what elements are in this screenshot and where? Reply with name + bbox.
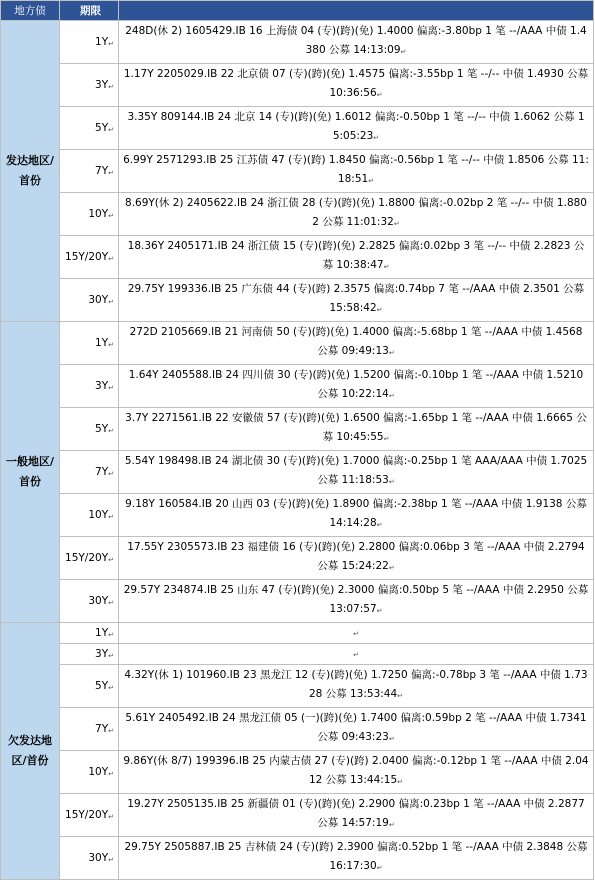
region-cell: 发达地区/首份 bbox=[1, 21, 60, 322]
line-end-mark: ↵ bbox=[108, 856, 114, 864]
region-cell: 一般地区/首份 bbox=[1, 322, 60, 623]
tenor-cell bbox=[60, 708, 119, 751]
tenor-label: 5Y bbox=[95, 680, 109, 692]
table-row bbox=[1, 322, 594, 365]
line-end-mark: ↵ bbox=[353, 630, 359, 638]
table-row bbox=[1, 794, 594, 837]
line-end-mark: ↵ bbox=[373, 134, 380, 142]
bond-detail-text: 4.32Y(休 1) 101960.IB 23 黑龙江 12 (专)(跨)(免) 1.7250 偏离:-0.78bp 3 笔 --/AAA 中债 1.7328 公募 13:53:44 bbox=[124, 669, 588, 700]
table-row bbox=[1, 751, 594, 794]
line-end-mark: ↵ bbox=[108, 556, 114, 564]
tenor-label: 7Y bbox=[95, 165, 109, 177]
bond-detail-cell bbox=[119, 665, 594, 708]
table-row bbox=[1, 837, 594, 880]
line-end-mark: ↵ bbox=[108, 212, 114, 220]
header-region: 地方债 bbox=[1, 1, 60, 21]
tenor-label: 15Y/20Y bbox=[65, 552, 109, 564]
tenor-cell bbox=[60, 408, 119, 451]
tenor-cell bbox=[60, 236, 119, 279]
line-end-mark: ↵ bbox=[388, 821, 395, 829]
tenor-label: 10Y bbox=[88, 766, 109, 778]
bond-detail-cell bbox=[119, 408, 594, 451]
tenor-label: 7Y bbox=[95, 723, 109, 735]
table-header-row bbox=[1, 1, 594, 21]
line-end-mark: ↵ bbox=[108, 169, 114, 177]
tenor-cell bbox=[60, 665, 119, 708]
line-end-mark: ↵ bbox=[376, 91, 383, 99]
line-end-mark: ↵ bbox=[108, 83, 114, 91]
tenor-label: 1Y bbox=[95, 337, 109, 349]
bond-detail-text: 5.61Y 2405492.IB 24 黑龙江债 05 (一)(跨)(免) 1.7400 偏离:0.59bp 2 笔 --/AAA 中债 1.7341 公募 09:43:23 bbox=[125, 712, 587, 743]
tenor-cell bbox=[60, 150, 119, 193]
tenor-cell bbox=[60, 322, 119, 365]
tenor-cell bbox=[60, 837, 119, 880]
bond-detail-cell bbox=[119, 322, 594, 365]
tenor-label: 15Y/20Y bbox=[65, 809, 109, 821]
table-row bbox=[1, 193, 594, 236]
bond-detail-text: 19.27Y 2505135.IB 25 新疆债 01 (专)(跨)(免) 2.2900 偏离:0.23bp 1 笔 --/AAA 中债 2.2877 公募 14:57:19 bbox=[127, 798, 585, 829]
table-row bbox=[1, 537, 594, 580]
bond-detail-cell bbox=[119, 451, 594, 494]
bond-detail-cell bbox=[119, 644, 594, 665]
bond-detail-text: 248D(休 2) 1605429.IB 16 上海债 04 (专)(跨)(免) 1.4000 偏离:-3.80bp 1 笔 --/AAA 中债 1.4380 公募 14:13:09 bbox=[125, 25, 587, 56]
bond-detail-cell bbox=[119, 365, 594, 408]
bond-detail-text: 9.86Y(休 8/7) 199396.IB 25 内蒙古债 27 (专)(跨) 2.0400 偏离:-0.12bp 1 笔 --/AAA 中债 2.0412 公募 13:44:15 bbox=[123, 755, 589, 786]
line-end-mark: ↵ bbox=[108, 684, 114, 692]
tenor-label: 30Y bbox=[88, 852, 109, 864]
header-detail bbox=[119, 1, 594, 21]
table-row bbox=[1, 365, 594, 408]
line-end-mark: ↵ bbox=[388, 349, 395, 357]
bond-detail-cell bbox=[119, 494, 594, 537]
tenor-cell bbox=[60, 537, 119, 580]
table-row bbox=[1, 451, 594, 494]
bond-detail-cell bbox=[119, 150, 594, 193]
line-end-mark: ↵ bbox=[108, 40, 114, 48]
tenor-cell bbox=[60, 644, 119, 665]
table-row bbox=[1, 107, 594, 150]
tenor-cell bbox=[60, 751, 119, 794]
bond-detail-cell bbox=[119, 279, 594, 322]
line-end-mark: ↵ bbox=[388, 478, 395, 486]
tenor-label: 30Y bbox=[88, 294, 109, 306]
tenor-cell bbox=[60, 64, 119, 107]
tenor-cell bbox=[60, 279, 119, 322]
line-end-mark: ↵ bbox=[108, 770, 114, 778]
line-end-mark: ↵ bbox=[388, 735, 395, 743]
bond-detail-cell bbox=[119, 537, 594, 580]
tenor-label: 5Y bbox=[95, 122, 109, 134]
line-end-mark: ↵ bbox=[383, 263, 390, 271]
bond-detail-text: 29.75Y 2505887.IB 25 吉林债 24 (专)(跨) 2.3900 偏离:0.52bp 1 笔 --/AAA 中债 2.3848 公募 16:17:30 bbox=[124, 841, 588, 872]
tenor-cell bbox=[60, 193, 119, 236]
line-end-mark: ↵ bbox=[108, 599, 114, 607]
bond-detail-text: 1.64Y 2405588.IB 24 四川债 30 (专)(跨)(免) 1.5200 偏离:-0.10bp 1 笔 --/AAA 中债 1.5210 公募 10:22:14 bbox=[128, 369, 584, 400]
table-row bbox=[1, 21, 594, 64]
tenor-cell bbox=[60, 21, 119, 64]
line-end-mark: ↵ bbox=[376, 607, 383, 615]
bond-detail-cell bbox=[119, 236, 594, 279]
bond-detail-cell bbox=[119, 107, 594, 150]
line-end-mark: ↵ bbox=[108, 255, 114, 263]
bond-detail-cell bbox=[119, 64, 594, 107]
tenor-label: 10Y bbox=[88, 208, 109, 220]
line-end-mark: ↵ bbox=[368, 177, 375, 185]
line-end-mark: ↵ bbox=[108, 341, 114, 349]
bond-detail-cell bbox=[119, 708, 594, 751]
tenor-label: 10Y bbox=[88, 509, 109, 521]
bond-detail-text: 8.69Y(休 2) 2405622.IB 24 浙江债 28 (专)(跨)(免) 1.8800 偏离:-0.02bp 2 笔 --/-- 中债 1.8802 公募 11:01:32 bbox=[125, 197, 587, 228]
tenor-label: 3Y bbox=[95, 380, 109, 392]
tenor-label: 15Y/20Y bbox=[65, 251, 109, 263]
tenor-cell bbox=[60, 623, 119, 644]
table-row bbox=[1, 236, 594, 279]
tenor-cell bbox=[60, 365, 119, 408]
bond-detail-cell bbox=[119, 193, 594, 236]
line-end-mark: ↵ bbox=[108, 298, 114, 306]
region-cell: 欠发达地区/首份 bbox=[1, 623, 60, 880]
table-row bbox=[1, 644, 594, 665]
bond-detail-text: 29.57Y 234874.IB 25 山东 47 (专)(跨)(免) 2.3000 偏离:0.50bp 5 笔 --/AAA 中债 2.2950 公募 13:07:57 bbox=[123, 584, 589, 615]
bond-detail-text: 18.36Y 2405171.IB 24 浙江债 15 (专)(跨)(免) 2.2825 偏离:0.02bp 3 笔 --/-- 中债 2.2823 公募 10:38:47 bbox=[127, 240, 585, 271]
tenor-cell bbox=[60, 451, 119, 494]
bond-detail-cell bbox=[119, 21, 594, 64]
bond-detail-text: 1.17Y 2205029.IB 22 北京债 07 (专)(跨)(免) 1.4575 偏离:-3.55bp 1 笔 --/-- 中债 1.4930 公募 10:36:56 bbox=[123, 68, 589, 99]
line-end-mark: ↵ bbox=[108, 631, 114, 639]
bond-detail-text: 9.18Y 160584.IB 20 山西 03 (专)(跨)(免) 1.8900 偏离:-2.38bp 1 笔 --/AAA 中债 1.9138 公募 14:14:28 bbox=[125, 498, 587, 529]
bond-detail-cell bbox=[119, 751, 594, 794]
table-row bbox=[1, 580, 594, 623]
line-end-mark: ↵ bbox=[400, 48, 407, 56]
table-row bbox=[1, 623, 594, 644]
line-end-mark: ↵ bbox=[388, 392, 395, 400]
table-row bbox=[1, 665, 594, 708]
line-end-mark: ↵ bbox=[376, 306, 383, 314]
bond-detail-text: 29.75Y 199336.IB 25 广东债 44 (专)(跨) 2.3575 偏离:0.74bp 7 笔 --/AAA 中债 2.3501 公募 15:58:42 bbox=[127, 283, 585, 314]
line-end-mark: ↵ bbox=[376, 864, 383, 872]
line-end-mark: ↵ bbox=[108, 813, 114, 821]
line-end-mark: ↵ bbox=[393, 220, 400, 228]
bond-detail-text: 5.54Y 198498.IB 24 湖北债 30 (专)(跨)(免) 1.7000 偏离:-0.25bp 1 笔 AAA/AAA 中债 1.7025 公募 11:18:53 bbox=[124, 455, 588, 486]
bond-detail-text: 3.35Y 809144.IB 24 北京 14 (专)(跨)(免) 1.6012 偏离:-0.50bp 1 笔 --/-- 中债 1.6062 公募 15:05:23 bbox=[127, 111, 585, 142]
header-tenor: 期限 bbox=[60, 1, 119, 21]
tenor-label: 1Y bbox=[95, 36, 109, 48]
tenor-label: 3Y bbox=[95, 79, 109, 91]
table-row bbox=[1, 408, 594, 451]
table-row bbox=[1, 708, 594, 751]
line-end-mark: ↵ bbox=[108, 384, 114, 392]
line-end-mark: ↵ bbox=[108, 427, 114, 435]
bond-detail-cell bbox=[119, 580, 594, 623]
tenor-cell bbox=[60, 794, 119, 837]
bond-detail-cell bbox=[119, 794, 594, 837]
tenor-cell bbox=[60, 580, 119, 623]
tenor-label: 7Y bbox=[95, 466, 109, 478]
tenor-label: 3Y bbox=[95, 648, 109, 660]
bond-detail-text: 6.99Y 2571293.IB 25 江苏债 47 (专)(跨) 1.8450 偏离:-0.56bp 1 笔 --/-- 中债 1.8506 公募 11:18:51 bbox=[123, 154, 589, 185]
tenor-label: 30Y bbox=[88, 595, 109, 607]
line-end-mark: ↵ bbox=[108, 513, 114, 521]
table-row bbox=[1, 64, 594, 107]
line-end-mark: ↵ bbox=[108, 727, 114, 735]
bond-detail-cell bbox=[119, 837, 594, 880]
table-body bbox=[1, 21, 594, 880]
tenor-cell bbox=[60, 107, 119, 150]
table-row bbox=[1, 494, 594, 537]
line-end-mark: ↵ bbox=[388, 564, 395, 572]
bond-detail-cell bbox=[119, 623, 594, 644]
tenor-label: 5Y bbox=[95, 423, 109, 435]
table-row bbox=[1, 150, 594, 193]
line-end-mark: ↵ bbox=[353, 651, 359, 659]
bond-detail-text: 272D 2105669.IB 21 河南债 50 (专)(跨)(免) 1.4000 偏离:-5.68bp 1 笔 --/AAA 中债 1.4568 公募 09:49:13 bbox=[129, 326, 583, 357]
bond-detail-text: 3.7Y 2271561.IB 22 安徽债 57 (专)(跨)(免) 1.6500 偏离:-1.65bp 1 笔 --/AAA 中债 1.6665 公募 10:45:55 bbox=[125, 412, 587, 443]
tenor-cell bbox=[60, 494, 119, 537]
line-end-mark: ↵ bbox=[397, 778, 404, 786]
line-end-mark: ↵ bbox=[397, 692, 404, 700]
table-row bbox=[1, 279, 594, 322]
bond-detail-text: 17.55Y 2305573.IB 23 福建债 16 (专)(跨)(免) 2.2800 偏离:0.06bp 3 笔 --/AAA 中债 2.2794 公募 15:24:22 bbox=[127, 541, 585, 572]
tenor-label: 1Y bbox=[95, 627, 109, 639]
line-end-mark: ↵ bbox=[108, 652, 114, 660]
line-end-mark: ↵ bbox=[383, 435, 390, 443]
line-end-mark: ↵ bbox=[108, 470, 114, 478]
line-end-mark: ↵ bbox=[376, 521, 383, 529]
line-end-mark: ↵ bbox=[108, 126, 114, 134]
